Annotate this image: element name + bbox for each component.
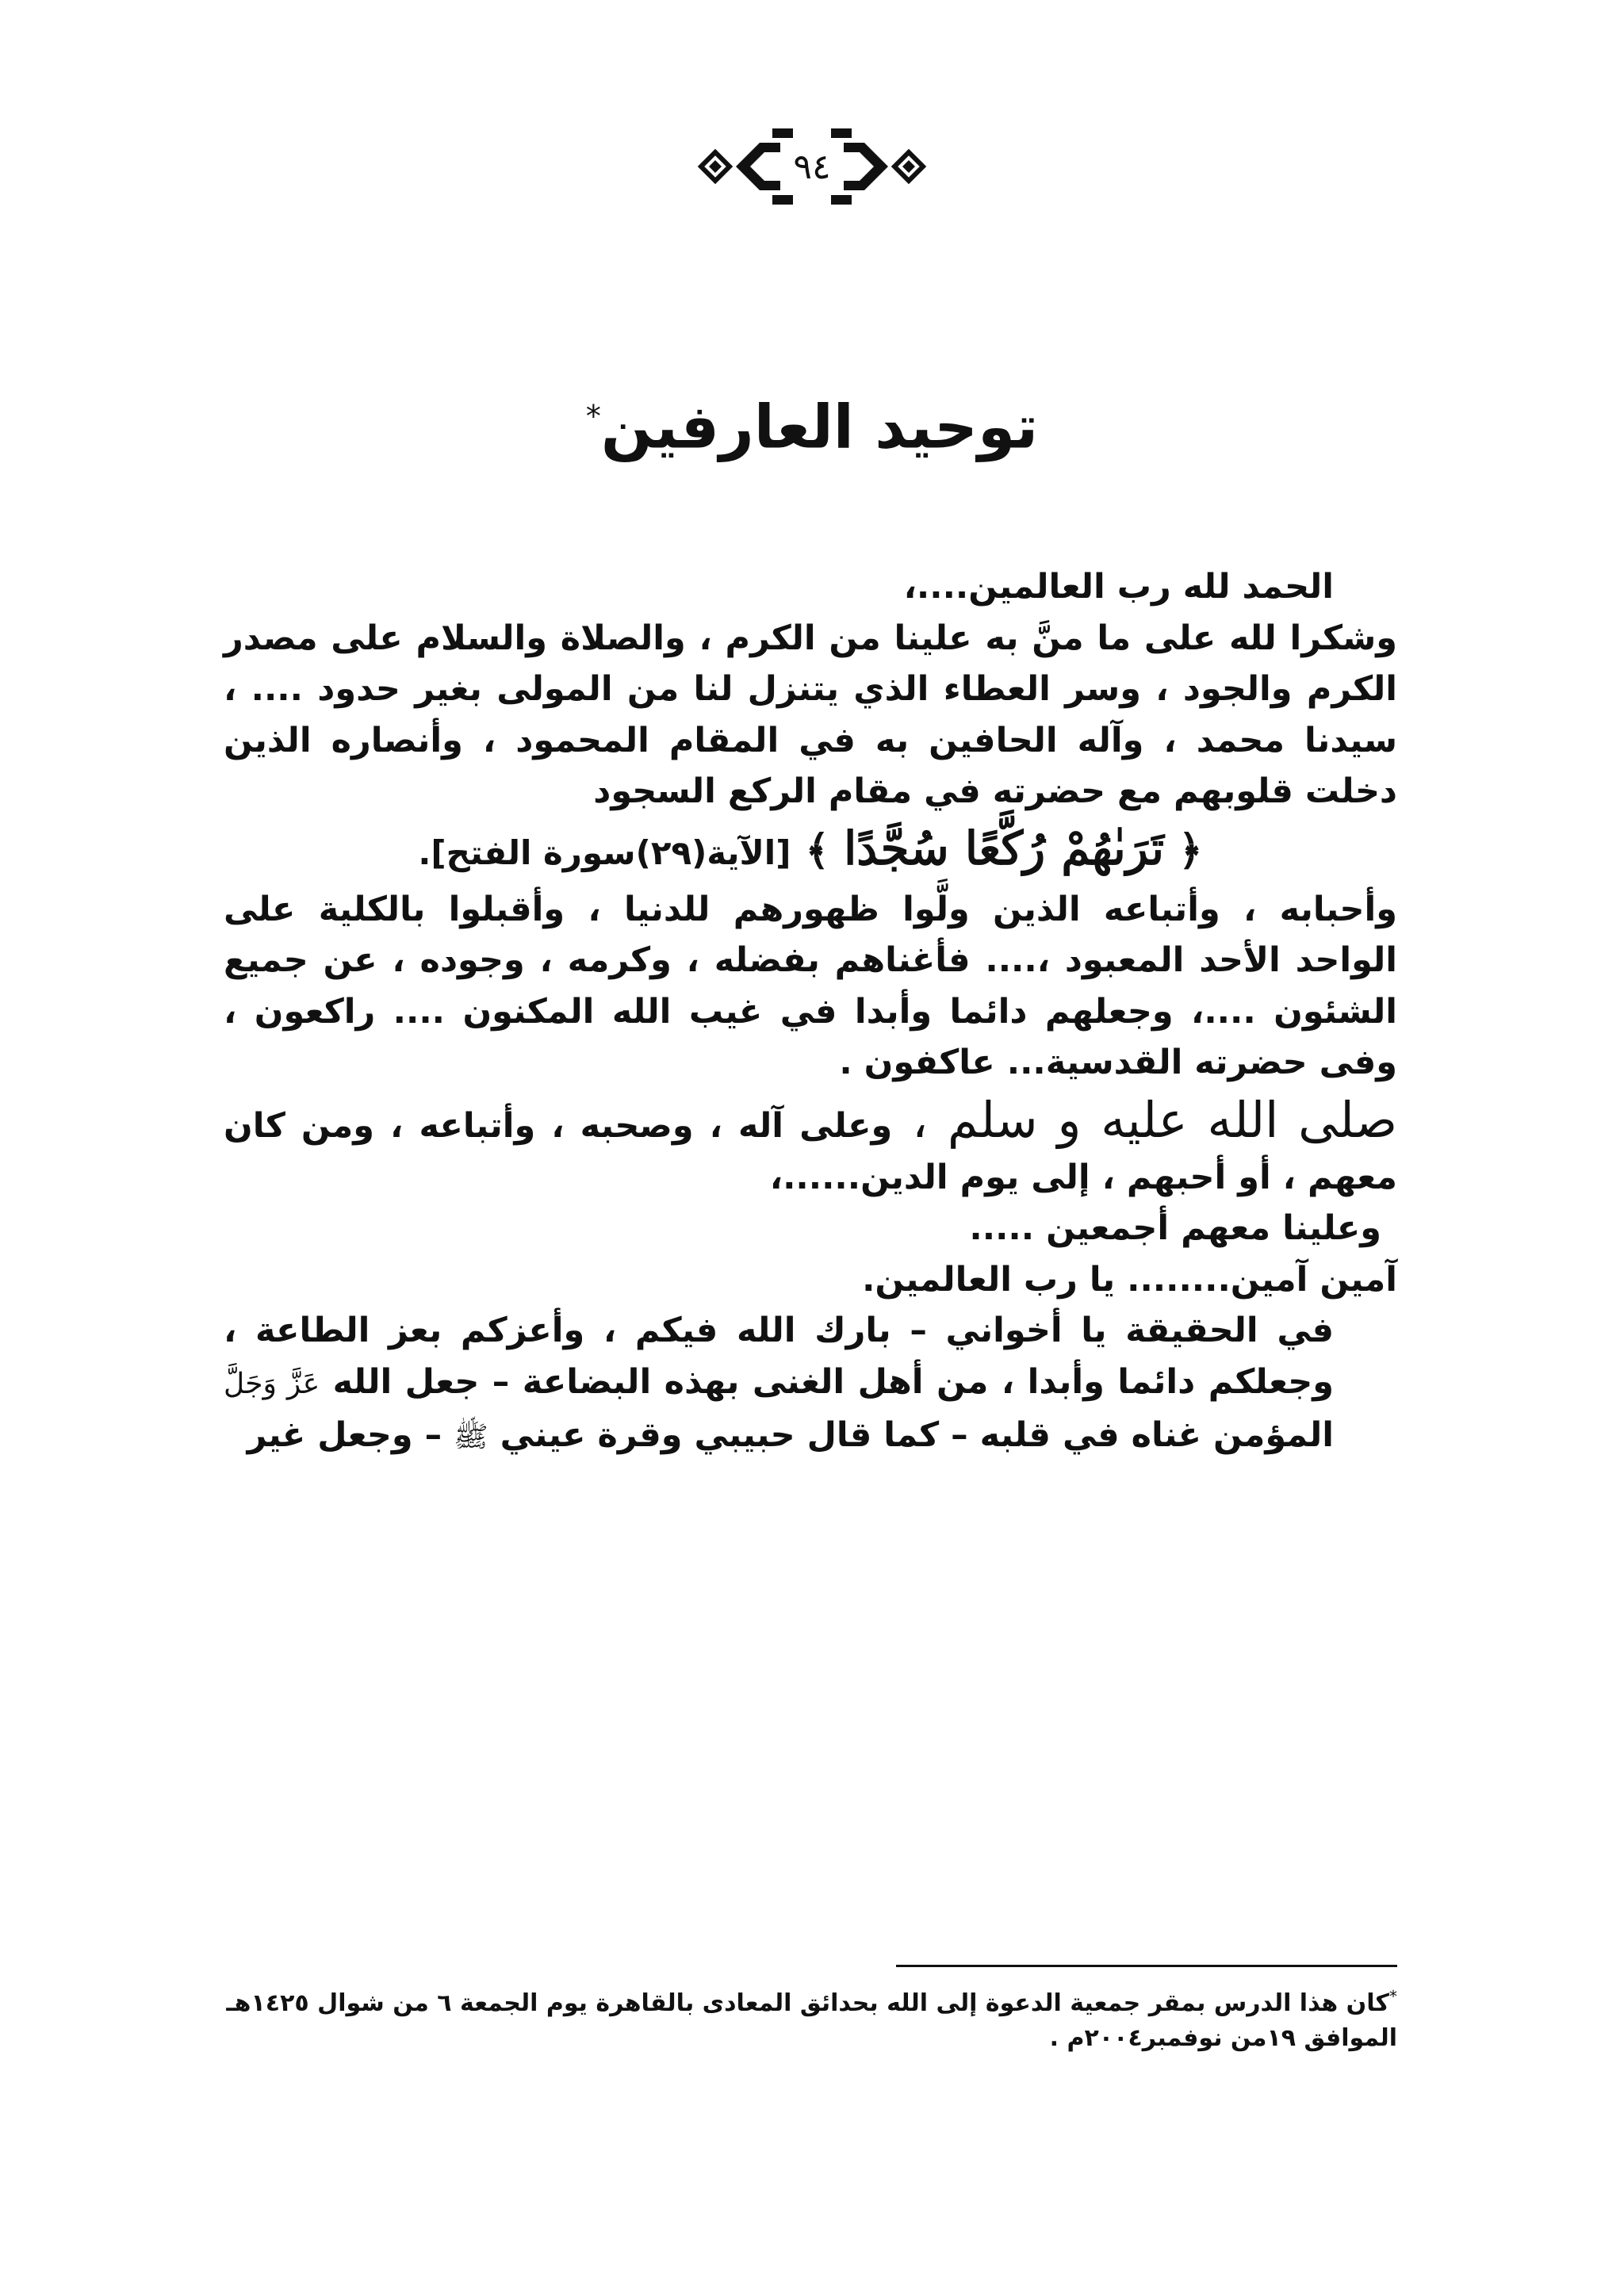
paragraph-followers: وأحبابه ، وأتباعه الذين ولَّوا ظهورهم للدنيا ، وأقبلوا بالكلية على الواحد الأحد المعبود ،.... فأغناهم بفضله ، وكرمه ، وجوده ، عن جميع الشئون ....، وجعلهم دائما وأبدا في غيب الله المكنون .... راكعون ، وفى حضرته القدسية... عاكفون .: [224, 889, 1397, 1082]
truth-text-b: المؤمن غناه في قلبه – كما قال حبيبي وقرة عيني: [488, 1415, 1334, 1455]
footnote-line-1: [224, 1979, 1397, 2021]
salawat-large-text: صلى الله عليه و سلم ،: [892, 1090, 1398, 1149]
paragraph-opening: الحمد لله رب العالمين....،: [903, 567, 1334, 607]
paragraph-salawat: [224, 1089, 1397, 1204]
honorific-azza-wa-jall-icon: عَزَّ وَجَلَّ: [224, 1367, 320, 1400]
verse-open-bracket: ﴿: [1178, 826, 1203, 875]
paragraph-thanks: وشكرا لله على ما منَّ به علينا من الكرم ، والصلاة والسلام على مصدر الكرم والجود ، وسر العطاء الذي يتنزل لنا من المولى بغير حدود .... ، سيدنا محمد ، وآله الحافين به في المقام المحمود ، وأنصاره الذين دخلت قلوبهم مع حضرته في مقام الركع السجود: [224, 618, 1397, 811]
truth-text-c: – وجعل غير: [247, 1415, 454, 1455]
truth-text-a: في الحقيقة يا أخواني – بارك الله فيكم ، وأعزكم بعز الطاعة ، وجعلكم دائما وأبدا ، من أهل الغنى بهذه البضاعة – جعل الله: [224, 1311, 1334, 1402]
quran-verse: [224, 817, 1397, 884]
salawat-rest-text: وعلى آله ، وصحبه ، وأتباعه ، ومن كان معهم ، أو أحبهم ، إلى يوم الدين......،: [224, 1105, 1397, 1197]
body-text: [224, 561, 1397, 1464]
paragraph-and-us: وعلينا معهم أجمعين .....: [969, 1208, 1381, 1248]
footnote: [224, 1979, 1397, 2056]
page-number-ornament: [653, 111, 971, 222]
title-text: توحيد العارفين: [600, 391, 1039, 462]
footnote-divider: [896, 1965, 1397, 1967]
footnote-marker: *: [1389, 1987, 1397, 2006]
verse-reference: [الآية(٢٩)سورة الفتح].: [418, 833, 791, 872]
title-footnote-marker: *: [585, 399, 601, 434]
page-number: ٩٤: [793, 146, 831, 187]
verse-text: تَرَىٰهُمْ رُكَّعًا سُجَّدًا: [844, 821, 1164, 875]
footnote-line-1-text: كان هذا الدرس بمقر جمعية الدعوة إلى الله بحدائق المعادى بالقاهرة يوم الجمعة ٦ من شوال ١٤٢٥هـ: [226, 1989, 1389, 2017]
honorific-salla-allah-icon: ﷺ: [454, 1421, 488, 1453]
page-title: [0, 373, 1624, 470]
footnote-line-2: الموافق ١٩من نوفمبر٢٠٠٤م .: [1049, 2024, 1397, 2052]
paragraph-truth: [224, 1305, 1397, 1464]
paragraph-amen: آمين آمين........ يا رب العالمين.: [862, 1259, 1397, 1300]
verse-close-bracket: ﴾: [805, 826, 829, 875]
